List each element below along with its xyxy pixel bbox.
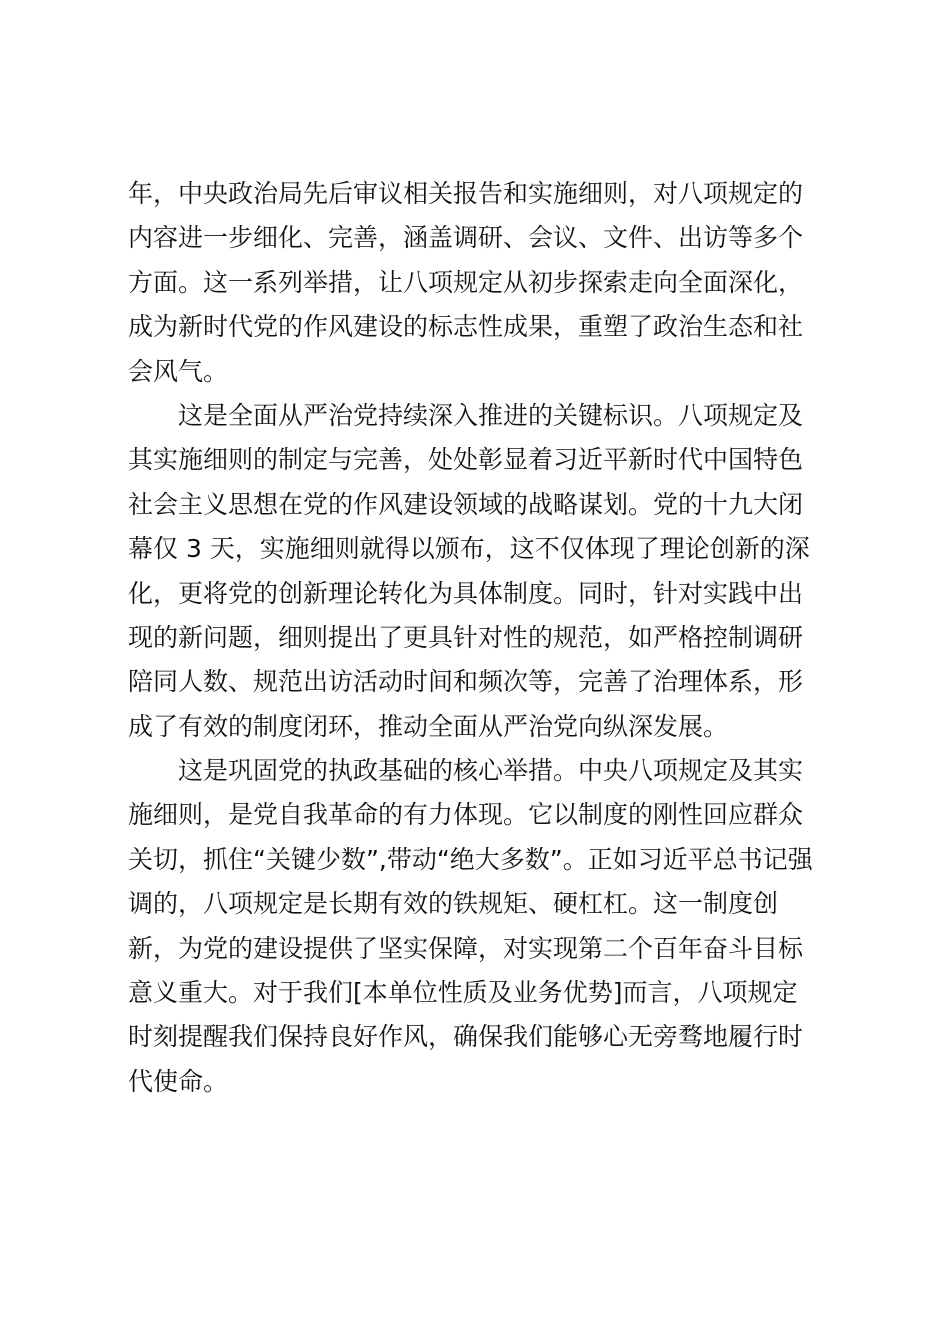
text-line: 陪同人数、规范出访活动时间和频次等，完善了治理体系，形: [128, 667, 804, 697]
text-line: 现的新问题，细则提出了更具针对性的规范，如严格控制调研: [128, 622, 804, 652]
text-line: 其实施细则的制定与完善，处处彰显着习近平新时代中国特色: [128, 445, 804, 475]
text-line: 年，中央政治局先后审议相关报告和实施细则，对八项规定的: [128, 179, 804, 208]
text-line: 化，更将党的创新理论转化为具体制度。同时，针对实践中出: [128, 578, 804, 608]
text-line: 方面。这一系列举措，让八项规定从初步探索走向全面深化，: [128, 267, 804, 297]
text-line: 这是巩固党的执政基础的核心举措。中央八项规定及其实: [178, 756, 804, 786]
text-line: 时刻提醒我们保持良好作风，确保我们能够心无旁骛地履行时: [128, 1022, 804, 1052]
text-line: 这是全面从严治党持续深入推进的关键标识。八项规定及: [178, 400, 804, 430]
text-line: 代使命。: [128, 1066, 229, 1096]
text-line: 会风气。: [128, 356, 229, 386]
text-line: 意义重大。对于我们[本单位性质及业务优势]而言，八项规定: [128, 978, 798, 1008]
text-line: 新，为党的建设提供了坚实保障，对实现第二个百年奋斗目标: [128, 933, 804, 963]
text-line: 幕仅 3 天，实施细则就得以颁布，这不仅体现了理论创新的深: [128, 534, 810, 564]
text-line: 社会主义思想在党的作风建设领域的战略谋划。党的十九大闭: [128, 489, 804, 519]
document-body: [128, 172, 828, 1104]
text-line: 施细则，是党自我革命的有力体现。它以制度的刚性回应群众: [128, 800, 804, 830]
text-line: 调的，八项规定是长期有效的铁规矩、硬杠杠。这一制度创: [128, 889, 779, 919]
text-line: 成了有效的制度闭环，推动全面从严治党向纵深发展。: [128, 711, 729, 741]
text-line: 成为新时代党的作风建设的标志性成果，重塑了政治生态和社: [128, 312, 804, 342]
text-line: 内容进一步细化、完善，涵盖调研、会议、文件、出访等多个: [128, 223, 804, 253]
text-line: 关切，抓住“关键少数”,带动“绝大多数”。正如习近平总书记强: [128, 844, 813, 874]
